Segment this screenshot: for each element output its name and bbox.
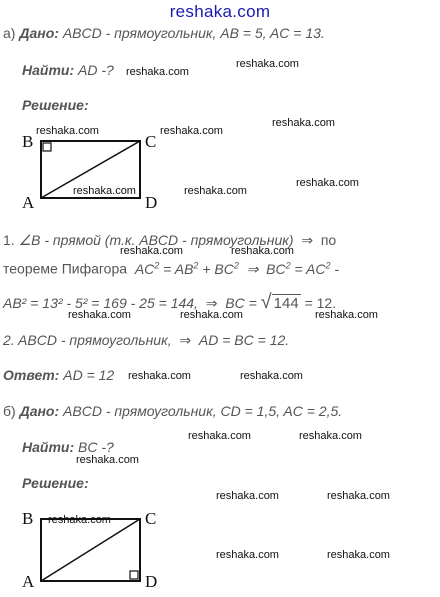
watermark: reshaka.com [128,370,191,382]
part-b-prefix: б) [3,403,16,419]
part-b-solution-label: Решение: [22,475,89,491]
part-a-find-label: Найти: [22,62,75,78]
step2-end: AD = BC = 12. [198,332,290,348]
step2-text: 2. ABCD - прямоугольник, [3,332,172,348]
part-b-find-text: BC -? [78,439,114,455]
implies-arrow-icon: ⇒ [297,232,317,248]
right-angle-mark-b [130,571,138,579]
watermark: reshaka.com [68,309,131,321]
part-b-given-text: ABCD - прямоугольник, CD = 1,5, AC = 2,5. [63,403,343,419]
watermark: reshaka.com [180,309,243,321]
vertex-d-a: D [145,193,158,212]
step1-line2-start: теореме Пифагора [3,260,128,277]
watermark: reshaka.com [120,245,183,257]
sqrt-icon: √ [260,291,272,313]
vertex-b-b: B [22,509,34,528]
step1-tail: по [320,232,337,248]
watermark: reshaka.com [160,125,223,137]
answer-text: AD = 12 [63,367,115,383]
part-a-given-text: ABCD - прямоугольник, AB = 5, AC = 13. [62,25,325,41]
watermark: reshaka.com [327,490,390,502]
vertex-d-b: D [145,572,158,591]
site-title: reshaka.com [169,2,271,21]
part-b-find-label: Найти: [22,439,75,455]
watermark: reshaka.com [296,177,359,189]
watermark: reshaka.com [73,185,136,197]
watermark: reshaka.com [184,185,247,197]
part-a-prefix: а) [3,25,16,41]
watermark: reshaka.com [76,454,139,466]
watermark: reshaka.com [240,370,303,382]
part-b-given-label: Дано: [19,403,60,419]
pythagoras-formula: $AC^2 = AB^2 + BC^2$ ⇒ $BC^2 = AC^2$ - [130,260,340,277]
watermark: reshaka.com [231,245,294,257]
implies-arrow-icon: ⇒ [175,332,195,348]
step1-line3-end: = 12. [304,295,337,311]
watermark: reshaka.com [327,549,390,561]
vertex-a-b: A [22,572,35,591]
watermark: reshaka.com [299,430,362,442]
part-a-solution-label: Решение: [22,97,89,113]
watermark: reshaka.com [36,125,99,137]
watermark: reshaka.com [216,490,279,502]
implies-arrow-icon: ⇒ [201,295,222,311]
step1-num: 1. [3,232,15,248]
watermark: reshaka.com [216,549,279,561]
watermark: reshaka.com [315,309,378,321]
step1-line3-bc: BC = [225,295,257,311]
vertex-a-a: A [22,193,35,212]
part-a-given-label: Дано: [19,25,59,41]
vertex-c-b: C [145,509,157,528]
vertex-c-a: C [145,132,157,151]
sqrt-radicand: 144 [273,295,299,312]
diagonal-ac-b [41,519,140,581]
watermark: reshaka.com [126,66,189,78]
watermark: reshaka.com [188,430,251,442]
watermark: reshaka.com [48,514,111,526]
step1-text: ∠B - прямой (т.к. ABCD - прямоугольник) [18,232,294,248]
watermark: reshaka.com [272,117,335,129]
vertex-b-a: B [22,132,34,151]
part-a-find-text: AD -? [78,62,114,78]
step1-line3-calc: AB² = 13² - 5² = 169 - 25 = 144, [3,295,198,311]
watermark: reshaka.com [236,58,299,70]
answer-label: Ответ: [3,367,60,383]
